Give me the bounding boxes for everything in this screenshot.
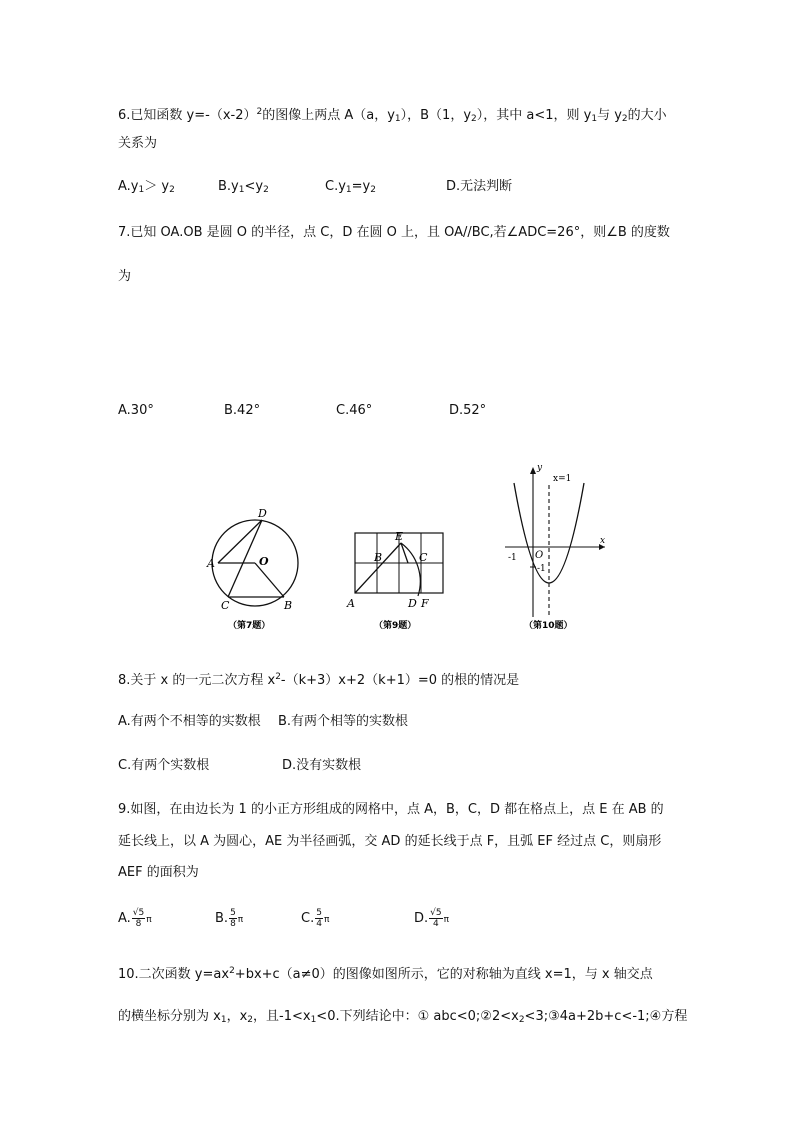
q9-option-b[interactable]: [215, 908, 243, 929]
fig7-line-da: [218, 520, 262, 563]
q7-option-d[interactable]: D.52°: [449, 403, 487, 418]
q6-option-b-text: <y: [244, 179, 264, 194]
q6-option-c-text: =y: [351, 179, 371, 194]
fig7-label-b: B: [284, 599, 293, 612]
q10-subscript: 2: [247, 1015, 253, 1025]
q6-text: 的图像上两点 A（a，y: [262, 108, 395, 123]
fraction-denominator: 8: [230, 919, 236, 929]
q10-superscript: 2: [229, 966, 235, 976]
q6-option-a-text: ＞ y: [144, 179, 170, 194]
fig9-label-c: C: [419, 551, 428, 564]
pi-symbol: π: [237, 915, 244, 925]
q10-text: ，且-1<x: [253, 1009, 311, 1024]
fig9-label-b: B: [374, 551, 383, 564]
q9-option-b-letter: B.: [215, 911, 229, 926]
q8-text: -（k+3）x+2（k+1）=0 的根的情况是: [280, 673, 520, 688]
fraction-denominator: 4: [316, 919, 322, 929]
q9-option-a-letter: A.: [118, 911, 131, 926]
q6-subscript: 1: [138, 185, 145, 195]
q9-option-d-letter: D.: [414, 911, 429, 926]
fig10-label-x1: x=1: [553, 474, 572, 484]
q10-stem-line2: [118, 1008, 687, 1029]
q6-subscript: 2: [471, 114, 477, 124]
fig7-label-a: A: [207, 557, 215, 570]
fig7-line-dc: [228, 520, 262, 597]
q6-option-b-text: B.y: [218, 179, 239, 194]
q9-stem-line3: AEF 的面积为: [118, 865, 199, 880]
fig10-label-x: x: [600, 536, 606, 546]
q8-superscript: 2: [275, 672, 281, 682]
figures-panel: [0, 455, 794, 635]
q6-subscript: 2: [169, 185, 175, 195]
fig10-label-o: O: [535, 550, 544, 561]
q9-option-c-fraction: [315, 908, 323, 929]
q6-option-c[interactable]: [325, 178, 376, 199]
q9-option-c[interactable]: [301, 908, 329, 929]
fig7-label-c: C: [221, 599, 230, 612]
q6-option-d[interactable]: D.无法判断: [446, 179, 513, 194]
q6-superscript: 2: [256, 107, 263, 117]
fig10-parabola: [514, 483, 584, 583]
q7-option-a[interactable]: A.30°: [118, 403, 154, 418]
q9-stem-line1: 9.如图，在由边长为 1 的小正方形组成的网格中，点 A，B，C，D 都在格点上，点 E 在 AB 的: [118, 802, 664, 817]
fig10-label-neg1-x: -1: [508, 553, 517, 563]
q9-option-a[interactable]: [118, 908, 152, 929]
q6-text: ），B（1，y: [400, 108, 472, 123]
q10-text: <0.下列结论中：① abc<0;②2<x: [316, 1009, 519, 1024]
pi-symbol: π: [443, 915, 450, 925]
q8-option-d[interactable]: D.没有实数根: [282, 758, 362, 773]
q10-text: +bx+c（a≠0）的图像如图所示，它的对称轴为直线 x=1，与 x 轴交点: [234, 967, 653, 982]
q7-option-c[interactable]: C.46°: [336, 403, 373, 418]
q8-option-a[interactable]: A.有两个不相等的实数根: [118, 714, 261, 729]
q7-option-b[interactable]: B.42°: [224, 403, 261, 418]
q8-option-c[interactable]: C.有两个实数根: [118, 758, 210, 773]
fraction-denominator: 4: [433, 919, 439, 929]
q6-subscript: 2: [370, 185, 376, 195]
q10-subscript: 1: [310, 1015, 317, 1025]
fig7-label-d: D: [258, 507, 267, 520]
q9-stem-line2: 延长线上，以 A 为圆心，AE 为半径画弧，交 AD 的延长线于点 F，且弧 EF 经过点 C，则扇形: [118, 834, 662, 849]
fig7-caption: （第7题）: [228, 621, 271, 631]
fig10-label-y: y: [537, 463, 543, 473]
q9-option-d[interactable]: [414, 908, 449, 929]
q6-subscript: 1: [238, 185, 245, 195]
pi-symbol: π: [323, 915, 330, 925]
q6-option-c-text: C.y: [325, 179, 346, 194]
fig9-caption: （第9题）: [374, 621, 417, 631]
fig9-label-d: D: [408, 597, 417, 610]
q10-text: 10.二次函数 y=ax: [118, 967, 230, 982]
fraction-numerator: 5: [230, 908, 236, 918]
q8-text: 8.关于 x 的一元二次方程 x: [118, 673, 276, 688]
q9-option-b-fraction: [229, 908, 237, 929]
fig10-label-neg1-y: -1: [537, 564, 546, 574]
q6-subscript: 2: [621, 114, 628, 124]
fraction-numerator: √5: [132, 908, 145, 918]
q8-option-b[interactable]: B.有两个相等的实数根: [278, 714, 409, 729]
fig9-label-f: F: [421, 597, 429, 610]
q7-stem-line1: 7.已知 OA.OB 是圆 O 的半径，点 C，D 在圆 O 上，且 OA//BC,若∠ADC=26°，则∠B 的度数: [118, 225, 670, 240]
fraction-denominator: 8: [135, 919, 142, 929]
figure-9: [346, 530, 443, 631]
figure-7: [206, 507, 298, 631]
fig7-label-o: O: [259, 555, 269, 568]
q6-text: 的大小: [627, 108, 667, 123]
fig10-caption: （第10题）: [524, 621, 573, 631]
q10-subscript: 1: [220, 1015, 227, 1025]
fig10-y-arrow-icon: [530, 467, 536, 474]
q6-stem-line1: [118, 103, 667, 128]
q10-stem-line1: [118, 962, 653, 984]
q6-subscript: 2: [263, 185, 269, 195]
q6-option-a-text: A.y: [118, 179, 139, 194]
q6-subscript: 1: [394, 114, 401, 124]
q7-stem-line2: 为: [118, 269, 132, 284]
q6-text: 6.已知函数 y=-（x-2）: [118, 108, 257, 123]
q6-subscript: 1: [345, 185, 352, 195]
q8-stem: [118, 668, 519, 690]
q10-text: <3;③4a+2b+c<-1;④方程: [524, 1009, 688, 1024]
q6-text: 与 y: [597, 108, 622, 123]
figure-10: [505, 463, 605, 631]
pi-symbol: π: [146, 915, 152, 925]
fraction-numerator: 5: [316, 908, 322, 918]
q10-text: ，x: [226, 1009, 248, 1024]
q9-option-a-fraction: [132, 908, 145, 929]
q6-text: ），其中 a<1，则 y: [476, 108, 592, 123]
fig9-label-e: E: [395, 530, 404, 543]
fraction-numerator: √5: [430, 908, 442, 918]
q10-text: 的横坐标分别为 x: [118, 1009, 221, 1024]
q6-stem-line2: 关系为: [118, 136, 158, 151]
q6-option-b[interactable]: [218, 178, 269, 199]
q9-option-d-fraction: [429, 908, 442, 929]
q9-option-c-letter: C.: [301, 911, 315, 926]
q6-option-a[interactable]: [118, 178, 175, 199]
q10-subscript: 2: [518, 1015, 525, 1025]
q6-subscript: 1: [591, 114, 598, 124]
fig7-line-ob: [255, 563, 284, 597]
fig9-label-a: A: [347, 597, 355, 610]
